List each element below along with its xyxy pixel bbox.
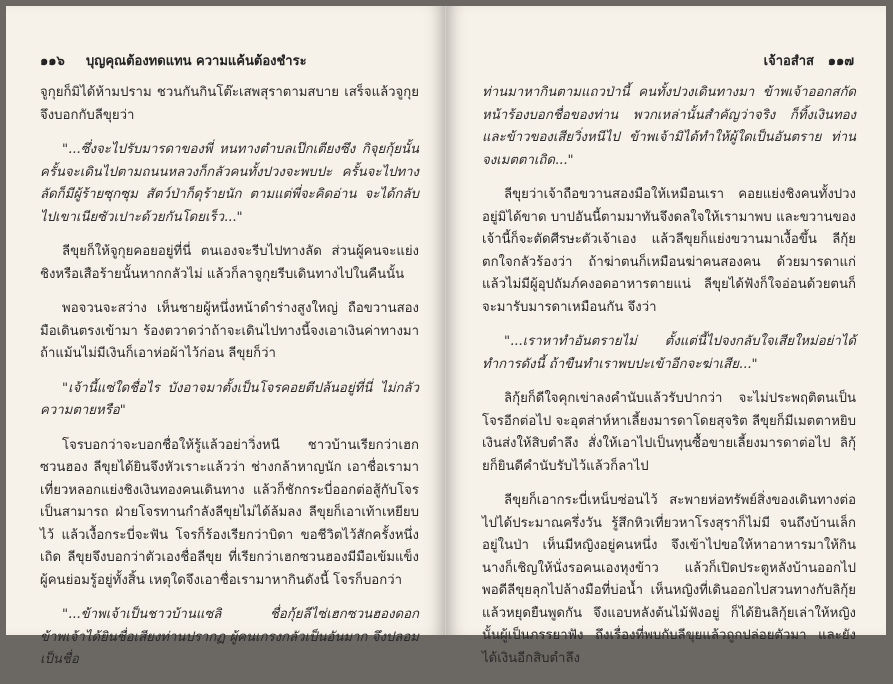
paragraph: โจรบอกว่าจะบอกชื่อให้รู้แล้วอย่าวิ่งหนี ชาวบ้านเรียกว่าเฮกซวนฮอง ลีขุยได้ยินจึงหัวเราะแล้วว่า ช่างกล้าหาญนัก เอาชื่อเรามาเที่ยวหลอกแย่งชิงเงินทองคนเดินทาง แล้วก็ชักกระบี่ออกต่อสู้กับโจรเป็นสามารถ ฝ่ายโจรทานกำลังลีขุยไม่ได้ล้มลง ลีขุยก็เอาเท้าเหยียบไว้ แล้วเงื้อกระบี่จะฟัน โจรก็ร้องเรียกว่าบิดา ขอชีวิตไว้สักครั้งหนึ่งเถิด ลีขุยจึงบอกว่าตัวเองชื่อลีขุย ที่เรียกว่าเฮกซวนฮองมีมือเข้มแข็งผู้คนย่อมรู้อยู่ทั้งสิ้น เหตุใดจึงเอาชื่อเรามาหากินดังนี้ โจรก็บอกว่า xyxy=(40,437,419,588)
right-page xyxy=(446,6,886,666)
paragraph: จูกุยก็มิได้ห้ามปราม ชวนกันกินโต๊ะเสพสุราตามสบาย เสร็จแล้วจูกุยจึงบอกกับลีขุยว่า xyxy=(40,85,419,123)
running-title: เจ้าอสำส xyxy=(763,54,814,69)
page-number: ๑๑๖ xyxy=(40,54,65,69)
paragraph: ลีขุยก็เอากระบี่เหน็บซ่อนไว้ สะพายห่อทรัพย์สิ่งของเดินทางต่อไปได้ประมาณครึ่งวัน รู้สึกหิวเที่ยวหาโรงสุราก็ไม่มี จนถึงบ้านเล็กอยู่ในป่า เห็นมีหญิงอยู่คนหนึ่ง จึงเข้าไปขอให้หาอาหารมาให้กิน นางก็เชิญให้นั่งรอคนเองหุงข้าว แล้วก็เปิดประตูหลังบ้านออกไป พอดีลีขุยลุกไปล้างมือที่บ่อน้ำ เห็นหญิงที่เดินออกไปสวนทางกับลิกุ้ยแล้วหยุดยืนพูดกัน จึงแอบหลังต้นไม้ฟังอยู่ ก็ได้ยินลิกุ้ยเล่าให้หญิงนั้นผู้เป็นภรรยาฟัง ถึงเรื่องที่พบกับลีขุยแล้วถูกปล่อยตัวมา และยังได้เงินอีกสิบตำลึง xyxy=(482,493,856,666)
left-page-body xyxy=(40,82,419,684)
paragraph: ลิกุ้ยก็ดีใจคุกเข่าลงคำนับแล้วรับปากว่า จะไม่ประพฤติตนเป็นโจรอีกต่อไป จะอุตส่าห์หาเลี้ยงมารดาโดยสุจริต ลีขุยก็มีเมตตาหยิบเงินส่งให้สิบตำลึง สั่งให้เอาไปเป็นทุนซื้อขายเลี้ยงมารดาต่อไป ลิกุ้ยก็ยินดีคำนับรับไว้แล้วก็ลาไป xyxy=(482,391,856,474)
quoted-paragraph: "เจ้านี้แซ่ใดชื่อไร บังอาจมาตั้งเป็นโจรคอยตีปล้นอยู่ที่นี่ ไม่กลัวความตายหรือ" xyxy=(40,380,419,418)
quoted-paragraph: "...ซึ่งจะไปรับมารดาของพี่ หนทางตำบลเป๊กเตียงซึง กิจุยกุ้ยนั้น ครั้นจะเดินไปตามถนนหลวงก็กลัวคนทั้งปวงจะพบปะ ครั้นจะไปทางลัดก็มีผู้ร้ายซุกซุม สัตว์ป่าก็ดุร้ายนัก ตามแต่พี่จะคิดอ่าน จะได้กลับไปเขาเนียซัวเปาะด้วยกันโดยเร็ว..." xyxy=(40,142,419,225)
paragraph: ลีขุยก็ให้จูกุยคอยอยู่ที่นี่ ตนเองจะรีบไปทางลัด ส่วนผู้คนจะแย่งชิงหรือเสือร้ายนั้นหากกลัวไม่ แล้วก็ลาจูกุยรีบเดินทางไปในคืนนั้น xyxy=(40,244,419,282)
right-page-body xyxy=(482,82,856,682)
right-page-header xyxy=(446,50,886,72)
quoted-paragraph: "...ข้าพเจ้าเป็นชาวบ้านแซลิ ชื่อกุ้ยลีไซ่เฮกซวนฮองดอก ข้าพเจ้าได้ยินชื่อเสียงท่านปรากฏ ผู้คนเกรงกลัวเป็นอันมาก จึงปลอมเป็นชื่อ xyxy=(40,607,419,667)
quoted-paragraph: ท่านมาหากินตามแถวป่านี้ คนทั้งปวงเดินทางมา ข้าพเจ้าออกสกัดหน้าร้องบอกชื่อของท่าน พวกเหล่านั้นสำคัญว่าจริง ก็ทิ้งเงินทองและข้าวของเสียวิ่งหนีไป ข้าพเจ้ามิได้ทำให้ผู้ใดเป็นอันตราย ท่านจงเมตตาเถิด..." xyxy=(482,85,856,168)
left-page-header xyxy=(6,50,445,72)
paragraph: ลีขุยว่าเจ้าถือขวานสองมือให้เหมือนเรา คอยแย่งชิงคนทั้งปวงอยู่มิได้ขาด บาปอันนี้ตามมาทันจึงดลใจให้เรามาพบ และขวานของเจ้านี้ก็จะตัดศีรษะตัวเจ้าเอง แล้วลีขุยก็แย่งขวานมาเงื้อขึ้น ลีกุ้ยตกใจกลัวร้องว่า ถ้าฆ่าตนก็เหมือนฆ่าคนสองคน ด้วยมารดาแก่แล้วไม่มีผู้อุปถัมภ์คงอดอาหารตายแน่ ลีขุยได้ฟังก็ใจอ่อนด้วยตนก็จะมารับมารดาเหมือนกัน จึงว่า xyxy=(482,187,856,315)
quoted-paragraph: "...เราหาทำอันตรายไม่ ตั้งแต่นี้ไปจงกลับใจเสียใหม่อย่าได้ทำการดังนี้ ถ้าขืนทำเราพบปะเข้าอีกจะฆ่าเสีย..." xyxy=(482,334,856,372)
book-spread xyxy=(6,6,887,667)
running-title: บุญคุณต้องทดแทน ความแค้นต้องชำระ xyxy=(86,54,307,69)
left-page xyxy=(6,6,446,667)
paragraph: พอจวนจะสว่าง เห็นชายผู้หนึ่งหน้าดำร่างสูงใหญ่ ถือขวานสองมือเดินตรงเข้ามา ร้องตวาดว่าถ้าจะเดินไปทางนี้จงเอาเงินค่าทางมา ถ้าแม้นไม่มีเงินก็เอาห่อผ้าไว้ก่อน ลีขุยก็ว่า xyxy=(40,301,419,361)
page-number: ๑๑๗ xyxy=(827,54,854,69)
